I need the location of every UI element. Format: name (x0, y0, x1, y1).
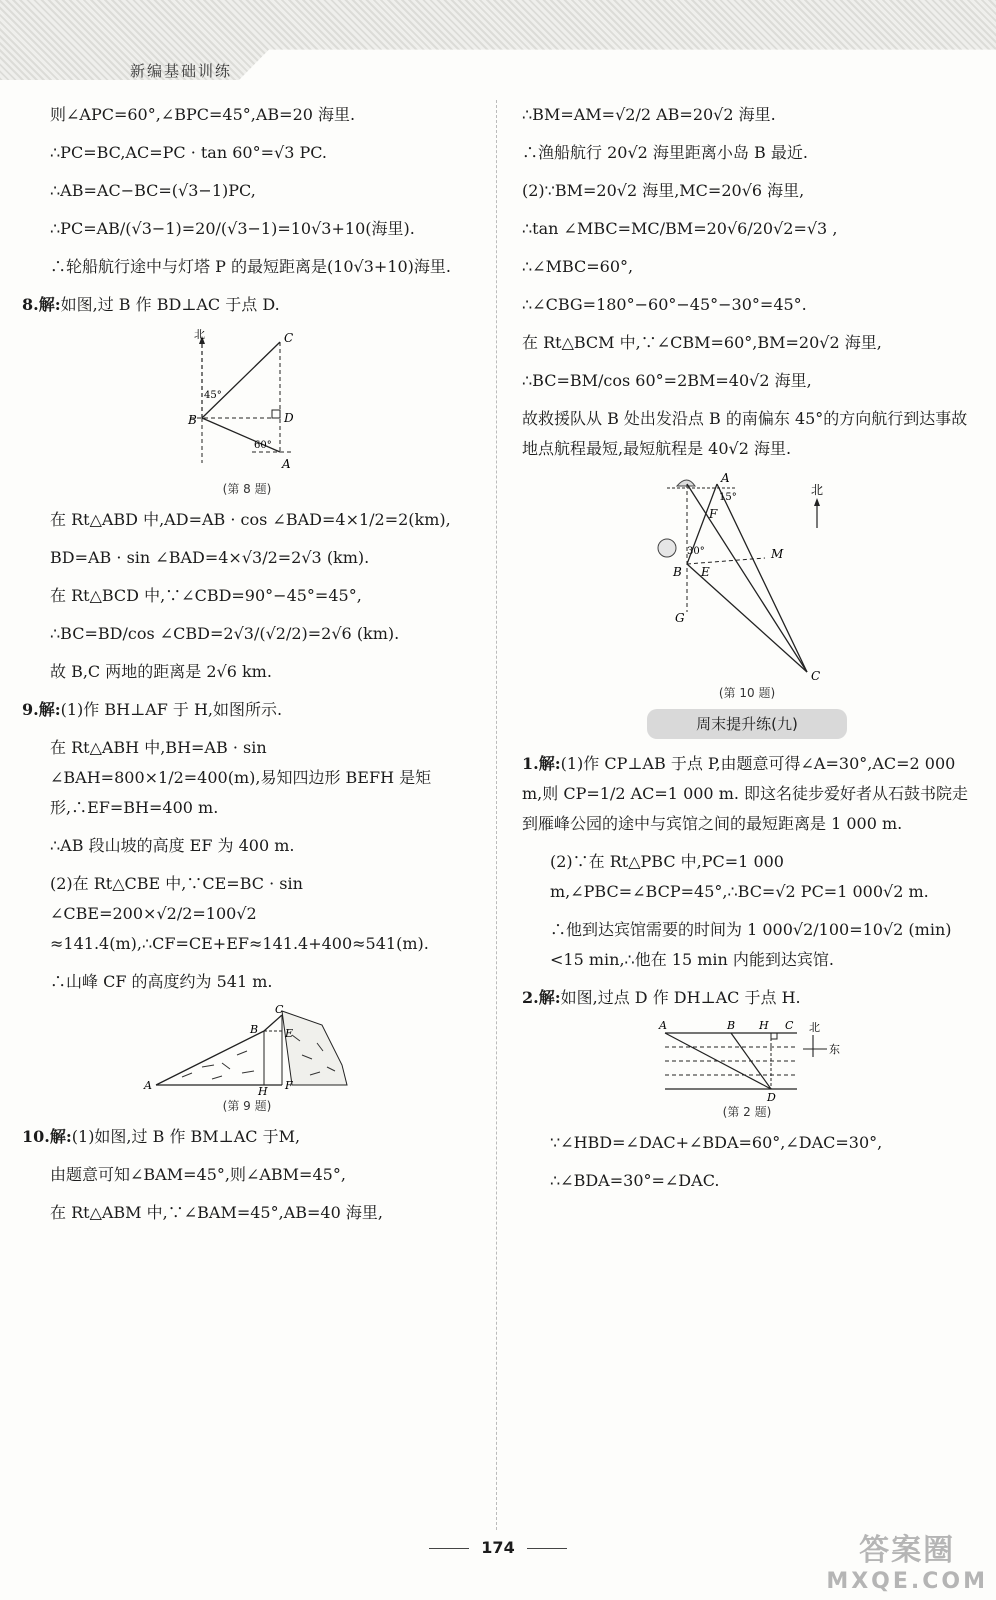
w1-step: ∴他到达宾馆需要的时间为 1 000√2/100=10√2 (min)<15 min,∴他在 15 min 内能到达宾馆. (550, 920, 952, 969)
q10-cont: 在 Rt△BCM 中,∵∠CBM=60°,BM=20√2 海里, (522, 333, 882, 352)
point-label: B (727, 1021, 736, 1032)
w2-step: ∴∠BDA=30°=∠DAC. (550, 1171, 720, 1190)
north-label: 北 (194, 328, 205, 341)
point-label: A (659, 1021, 667, 1032)
question-number: 8. (22, 295, 39, 314)
north-label: 北 (809, 1021, 820, 1034)
q10-cont: ∴∠CBG=180°−60°−45°−30°=45°. (522, 295, 807, 314)
point-label: C (811, 669, 821, 682)
q10-text: (1)如图,过 B 作 BM⊥AC 于M, (71, 1127, 301, 1146)
right-column (522, 100, 972, 1204)
q9-step: (2)在 Rt△CBE 中,∵CE=BC · sin ∠CBE=200×√2/2=100√2 ≈141.4(m),∴CF=CE+EF≈141.4+400≈541(m). (50, 874, 429, 953)
figure-caption: (第 8 题) (222, 482, 272, 496)
figure-2 (522, 1021, 972, 1120)
q10-cont: ∴tan ∠MBC=MC/BM=20√6/20√2=√3 , (522, 219, 838, 238)
point-label: E (285, 1027, 294, 1040)
figure-9 (22, 1005, 472, 1114)
point-label: A (721, 472, 730, 485)
east-label: 东 (829, 1043, 840, 1056)
figure-10 (522, 472, 972, 701)
left-p2: ∴PC=BC,AC=PC · tan 60°=√3 PC. (50, 143, 327, 162)
answer-lead: 解: (538, 754, 561, 773)
q10-step: 由题意可知∠BAM=45°,则∠ABM=45°, (50, 1165, 346, 1184)
q8-step: 故 B,C 两地的距离是 2√6 km. (50, 662, 272, 681)
point-label: M (771, 547, 784, 561)
angle-label: 30° (687, 546, 705, 557)
angle-label: 60° (254, 440, 272, 451)
w1-step: (2)∵在 Rt△PBC 中,PC=1 000 m,∠PBC=∠BCP=45°,∴BC=√2 PC=1 000√2 m. (550, 852, 929, 901)
q8-step: BD=AB · sin ∠BAD=4×√3/2=2√3 (km). (50, 548, 370, 567)
point-label: F (709, 507, 718, 521)
column-divider (496, 100, 497, 1530)
left-column (22, 100, 472, 1236)
point-label: C (284, 331, 294, 345)
header-title: 新编基础训练 (130, 62, 233, 80)
point-label: G (675, 611, 685, 625)
left-p3: ∴AB=AC−BC=(√3−1)PC, (50, 181, 256, 200)
weekend-q1-intro (522, 749, 972, 839)
question-number: 10. (22, 1127, 50, 1146)
question-number: 2. (522, 988, 539, 1007)
q10-cont: ∴∠MBC=60°, (522, 257, 634, 276)
q9-step: ∴AB 段山坡的高度 EF 为 400 m. (50, 836, 295, 855)
point-label: A (282, 457, 291, 471)
figure-2-diagram (647, 1021, 847, 1101)
q8-text: 如图,过 B 作 BD⊥AC 于点 D. (60, 295, 280, 314)
question-9-intro (22, 695, 472, 725)
answer-lead: 解: (49, 1127, 72, 1146)
point-label: B (188, 413, 197, 427)
point-label: E (701, 565, 710, 579)
point-label: B (673, 565, 682, 579)
north-label: 北 (811, 483, 824, 497)
left-p5: ∴轮船航行途中与灯塔 P 的最短距离是(10√3+10)海里. (50, 257, 452, 276)
question-8-intro (22, 290, 472, 320)
question-number: 1. (522, 754, 539, 773)
point-label: A (144, 1079, 152, 1092)
q10-cont: ∴BC=BM/cos 60°=2BM=40√2 海里, (522, 371, 812, 390)
q10-cont: 故救援队从 B 处出发沿点 B 的南偏东 45°的方向航行到达事故地点航程最短,最短航程是 40√2 海里. (522, 409, 968, 458)
q10-cont: (2)∵BM=20√2 海里,MC=20√6 海里, (522, 181, 805, 200)
point-label: H (759, 1021, 769, 1032)
q10-cont: ∴BM=AM=√2/2 AB=20√2 海里. (522, 105, 776, 124)
answer-lead: 解: (538, 988, 561, 1007)
question-number: 9. (22, 700, 39, 719)
section-banner: 周末提升练(九) (647, 709, 847, 739)
point-label: C (275, 1005, 284, 1016)
left-p1: 则∠APC=60°,∠BPC=45°,AB=20 海里. (50, 105, 356, 124)
figure-caption: (第 2 题) (722, 1105, 772, 1119)
w2-text: 如图,过点 D 作 DH⊥AC 于点 H. (560, 988, 801, 1007)
answer-lead: 解: (38, 295, 61, 314)
point-label: F (285, 1079, 293, 1092)
q8-step: ∴BC=BD/cos ∠CBD=2√3/(√2/2)=2√6 (km). (50, 624, 400, 643)
page-number-text: 174 (481, 1538, 515, 1557)
figure-caption: (第 9 题) (222, 1099, 272, 1113)
q9-text: (1)作 BH⊥AF 于 H,如图所示. (60, 700, 283, 719)
figure-10-diagram (647, 472, 847, 682)
q9-step: ∴山峰 CF 的高度约为 541 m. (50, 972, 273, 991)
weekend-q2-intro (522, 983, 972, 1013)
watermark-line2: MXQE.COM (826, 1569, 988, 1594)
w2-step: ∵∠HBD=∠DAC+∠BDA=60°,∠DAC=30°, (550, 1133, 883, 1152)
figure-9-diagram (142, 1005, 352, 1095)
figure-8-diagram (172, 328, 322, 478)
w1-text: (1)作 CP⊥AB 于点 P,由题意可得∠A=30°,AC=2 000 m,则 CP=1/2 AC=1 000 m. 即这名徒步爱好者从石鼓书院走到雁峰公园的途中与宾馆之间的最短距离是 1 000 m. (522, 754, 969, 833)
left-p4: ∴PC=AB/(√3−1)=20/(√3−1)=10√3+10(海里). (50, 219, 415, 238)
figure-8 (22, 328, 472, 497)
q10-cont: ∴渔船航行 20√2 海里距离小岛 B 最近. (522, 143, 808, 162)
point-label: C (785, 1021, 794, 1032)
point-label: B (250, 1023, 259, 1036)
point-label: D (284, 411, 294, 425)
point-label: D (767, 1091, 776, 1101)
watermark-line1: 答案圈 (859, 1533, 956, 1568)
watermark (826, 1525, 988, 1594)
angle-label: 45° (204, 390, 222, 401)
q8-step: 在 Rt△ABD 中,AD=AB · cos ∠BAD=4×1/2=2(km), (50, 510, 451, 529)
figure-caption: (第 10 题) (718, 686, 776, 700)
q10-step: 在 Rt△ABM 中,∵∠BAM=45°,AB=40 海里, (50, 1203, 383, 1222)
question-10-intro (22, 1122, 472, 1152)
answer-lead: 解: (38, 700, 61, 719)
angle-label: 15° (719, 492, 737, 503)
q9-step: 在 Rt△ABH 中,BH=AB · sin ∠BAH=800×1/2=400(m),易知四边形 BEFH 是矩形,∴EF=BH=400 m. (50, 738, 432, 817)
point-label: H (258, 1085, 268, 1095)
q8-step: 在 Rt△BCD 中,∵∠CBD=90°−45°=45°, (50, 586, 362, 605)
